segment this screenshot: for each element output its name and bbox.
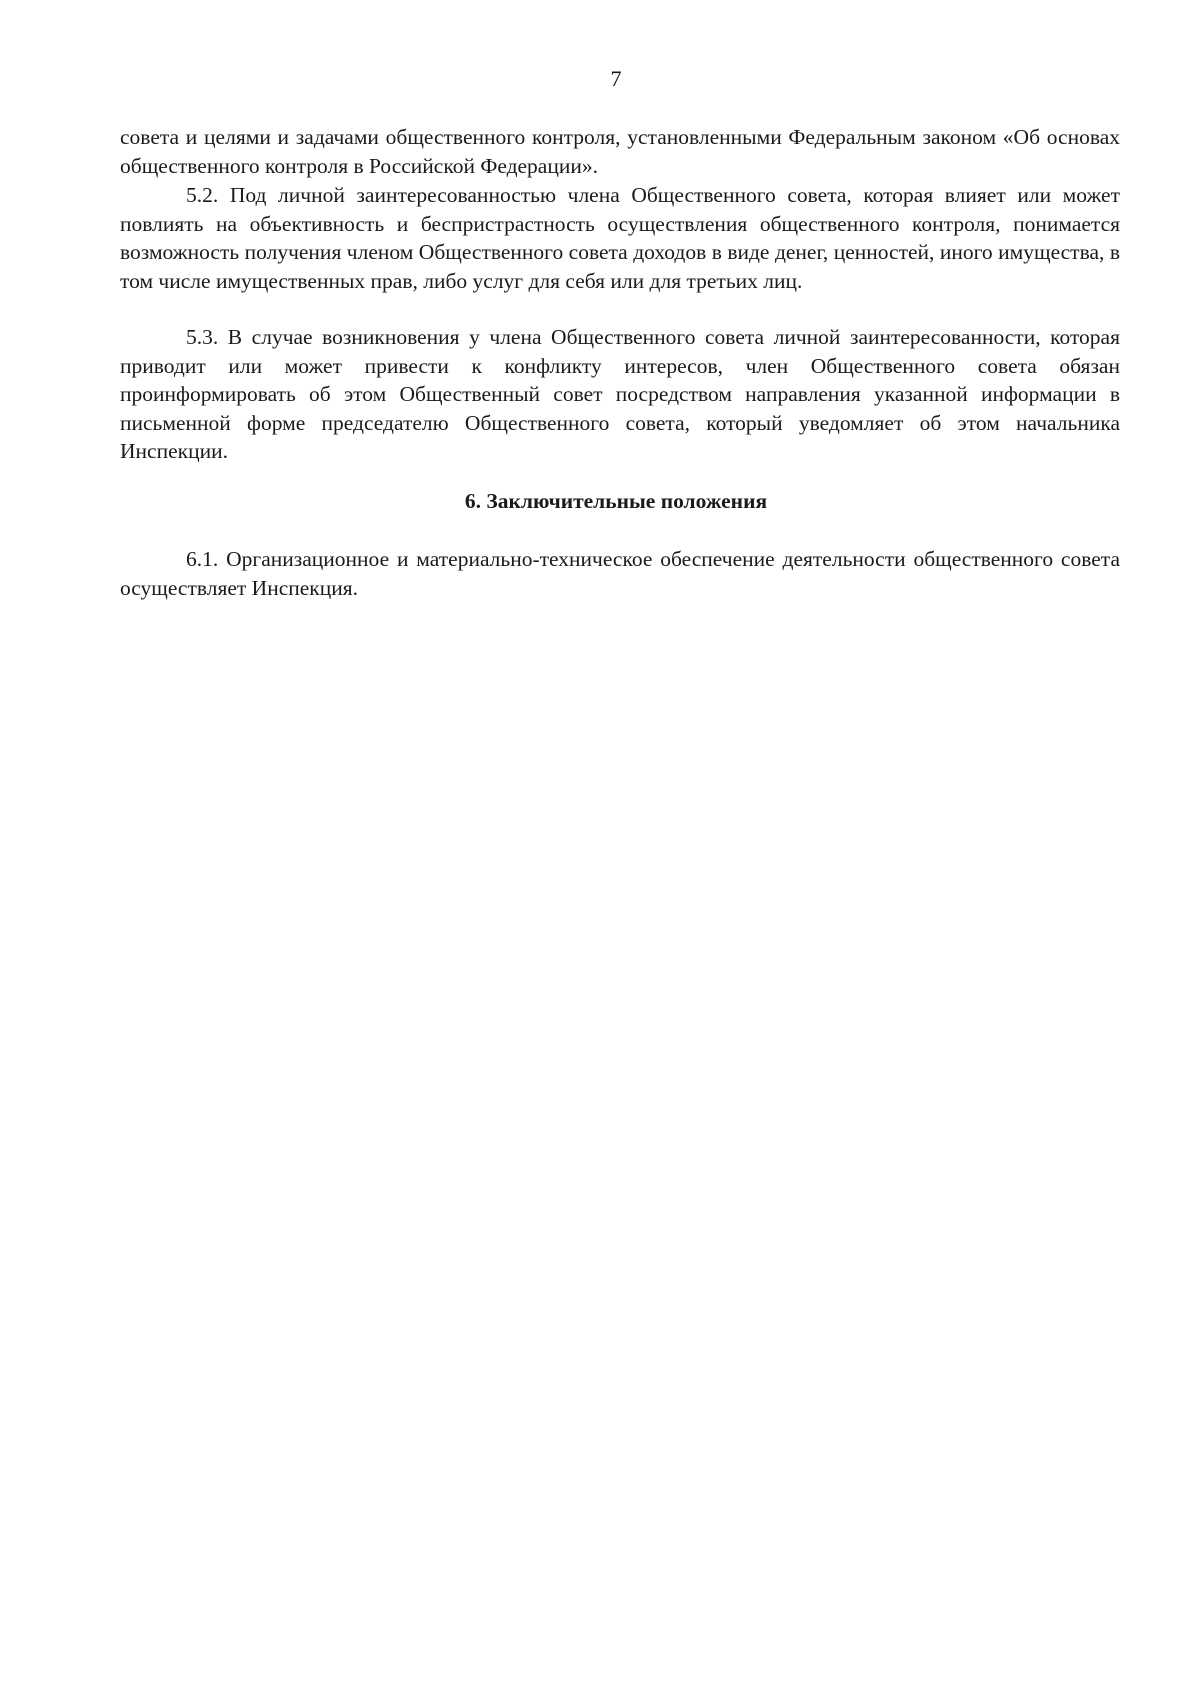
paragraph-5-2 — [120, 181, 1120, 295]
paragraph-text: 6.1. Организационное и материально-техническое обеспечение деятельности общественного совета осуществляет Инспекция. — [120, 547, 1120, 600]
section-heading: 6. Заключительные положения — [464, 489, 768, 513]
paragraph-5-3 — [120, 323, 1120, 466]
paragraph-6-1 — [120, 545, 1120, 602]
paragraph-text: совета и целями и задачами общественного контроля, установленными Федеральным законом «Об основах общественного контроля в Российской Федерации». — [120, 125, 1120, 178]
paragraph-text: 5.3. В случае возникновения у члена Общественного совета личной заинтересованности, которая приводит или может привести к конфликту интересов, член Общественного совета обязан проинформировать об этом Общественный совет посредством направления указанной информации в письменной форме председателю Общественного совета, который уведомляет об этом начальника Инспекции. — [120, 325, 1120, 463]
page-number: 7 — [610, 66, 622, 91]
paragraph-text: 5.2. Под личной заинтересованностью члена Общественного совета, которая влияет или может повлиять на объективность и беспристрастность осуществления общественного контроля, понимается возможность получения членом Общественного совета доходов в виде денег, ценностей, иного имущества, в том числе имущественных прав, либо услуг для себя или для третьих лиц. — [120, 183, 1120, 293]
paragraph-continued — [120, 123, 1120, 180]
